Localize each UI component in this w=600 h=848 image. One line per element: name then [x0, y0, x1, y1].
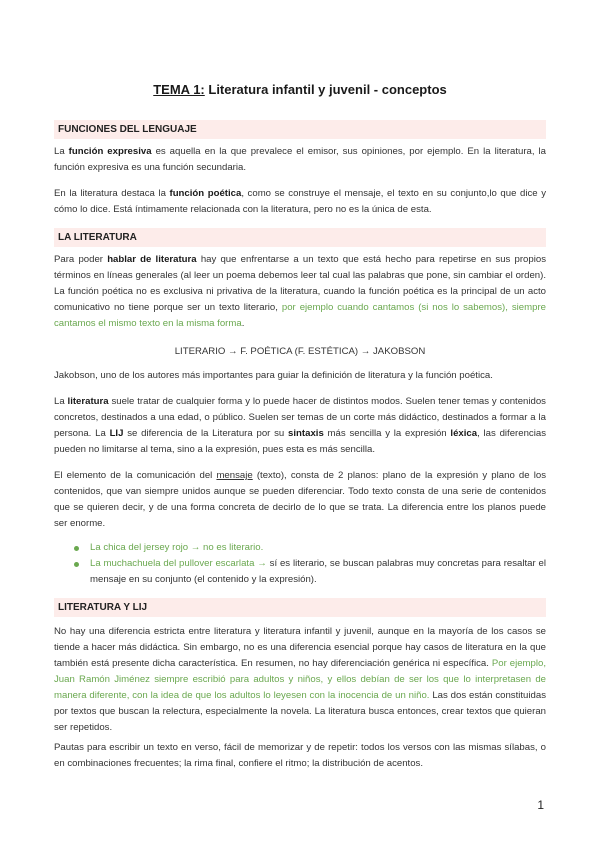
formula-line: LITERARIO → F. POÉTICA (F. ESTÉTICA) → JAKOBSON: [174, 346, 426, 357]
text: La: [54, 396, 68, 407]
page-title: [0, 82, 600, 97]
text: , las diferencias pueden no limitarse al tema, sino a la expresión, pues esta es más sencilla.: [54, 428, 546, 455]
title-prefix: TEMA 1:: [153, 82, 205, 97]
list-item: [54, 556, 546, 588]
text: El elemento de la comunicación del: [54, 470, 217, 481]
section-heading-lij: LITERATURA Y LIJ: [54, 598, 546, 617]
text: se diferencia de la Literatura por su: [123, 428, 289, 439]
paragraph-literatura-y-lij: [54, 624, 546, 736]
paragraph-pautas: Pautas para escribir un texto en verso, fácil de memorizar y de repetir: todos los versos con las mismas sílabas, o en combinaciones frecuentes; la rima final, confiere el ritmo; la distribución de acentos.: [54, 742, 546, 769]
bold-term: hablar de literatura: [107, 254, 197, 265]
example-text: por ejemplo cuando cantamos (si nos lo sabemos), siempre cantamos el mismo texto en la misma forma: [54, 302, 546, 329]
text: No hay una diferencia estricta entre literatura y literatura infantil y juvenil, aunque en la mayoría de los casos se tiende a hacer más didáctica. Sin embargo, no es una diferencia esencial porque hay casos de literatura en la que también está presente dicha característica. En resumen, no hay diferenciación genérica ni específica.: [54, 626, 546, 669]
paragraph-hablar-literatura: [54, 252, 546, 332]
list-item: [54, 540, 546, 556]
text: La: [54, 146, 69, 157]
example-text: Por ejemplo, Juan Ramón Jiménez siempre escribió para adultos y niños, y ellos debían de ser los que lo interpretasen de manera diferente, con la idea de que los adultos lo leyesen con la inocencia de un niño.: [54, 658, 547, 701]
text: más sencilla y la expresión: [323, 428, 451, 439]
bold-term: literatura: [67, 396, 109, 407]
paragraph-jakobson: Jakobson, uno de los autores más importantes para guiar la definición de literatura y la función poética.: [54, 370, 493, 381]
paragraph-mensaje: [54, 468, 546, 532]
bold-term: función expresiva: [68, 146, 152, 157]
text: Para poder: [54, 254, 108, 265]
page-number: 1: [537, 798, 544, 812]
text: hay que enfrentarse a un texto que está hecho para repetirse en sus propios términos en líneas generales (al leer un poema debemos leer tal cual las palabras que pone, sin cambiar el orden). La función poética no es exclusiva ni privativa de la literatura, cuando la función poética es la principal de un acto comunicativo no tiene porque ser un texto literario,: [54, 254, 546, 313]
bullet-icon: [74, 562, 79, 567]
text: es aquella en la que prevalece el emisor, sus opiniones, por ejemplo. En la literatura, la función expresiva es una función secundaria.: [54, 146, 547, 173]
bullet-icon: [74, 546, 79, 551]
section-heading-literatura: LA LITERATURA: [54, 228, 546, 247]
text: .: [241, 318, 245, 329]
text: suele tratar de cualquier forma y lo puede hacer de distintos modos. Suelen tener temas y contenidos concretos, destinados a una edad, o público. Suelen ser temas de un corte más didáctico, destinados a formar a la persona. La: [54, 396, 546, 439]
title-text: Literatura infantil y juvenil - conceptos: [204, 82, 447, 97]
paragraph-funcion-expresiva: [54, 144, 546, 176]
example-text: La chica del jersey rojo → no es literario.: [90, 542, 264, 553]
text: , como se construye el mensaje, el texto en su conjunto,lo que dice y cómo lo dice. Está íntimamente relacionada con la literatura, pero no es la única de esta.: [54, 188, 546, 215]
bold-term: función poética: [169, 188, 242, 199]
example-list: [54, 540, 546, 588]
underlined-term: mensaje: [216, 470, 253, 481]
paragraph-funcion-poetica: [54, 186, 546, 218]
bold-term: sintaxis: [288, 428, 324, 439]
section-heading-funciones: FUNCIONES DEL LENGUAJE: [54, 120, 546, 139]
text: Las dos están constituidas por textos que buscan la relectura, especialmente la novela. La literatura busca entonces, crear textos que quieran ser repetidos.: [54, 690, 546, 733]
text: (texto), consta de 2 planos: plano de la expresión y plano de los contenidos, que van siempre unidos aunque se pueden diferenciar. Todo texto consta de una serie de contenidos que se quieren decir, y de una forma concreta de decirlo de lo que se trata. La diferencia entre los planos puede ser enorme.: [54, 470, 546, 529]
example-text: La muchachuela del pullover escarlata →: [90, 558, 267, 569]
text: sí es literario, se buscan palabras muy concretas para resaltar el mensaje en su conjunto (el contenido y la expresión).: [90, 558, 546, 585]
paragraph-literatura-lij: [54, 394, 546, 458]
bold-term: LIJ: [109, 428, 124, 439]
bold-term: léxica: [450, 428, 478, 439]
text: En la literatura destaca la: [54, 188, 170, 199]
